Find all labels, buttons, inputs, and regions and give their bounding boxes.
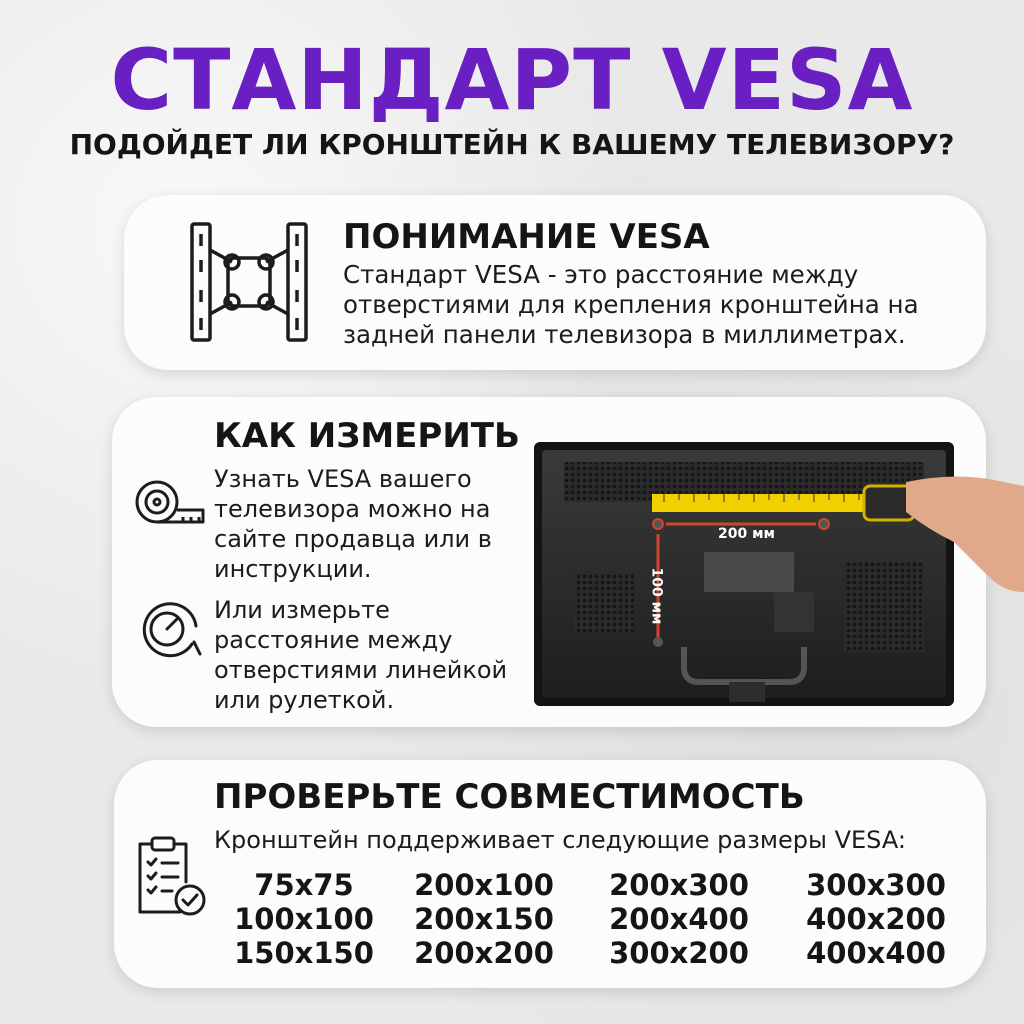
understanding-title: ПОНИМАНИЕ VESA (343, 217, 710, 257)
understanding-text: Стандарт VESA - это расстояние между отверстиями для крепления кронштейна на задней панели телевизора в миллиметрах. (343, 260, 919, 349)
size-item: 75x75 (254, 868, 354, 902)
page-subtitle: ПОДОЙДЕТ ЛИ КРОНШТЕЙН К ВАШЕМУ ТЕЛЕВИЗОРУ? (69, 128, 955, 161)
size-item: 400x400 (806, 936, 946, 970)
measure-step-1: Узнать VESA вашего телевизора можно на сайте продавца или в инструкции. (214, 465, 492, 583)
page-title: СТАНДАРТ VESA (110, 31, 914, 129)
tv-back-photo (534, 442, 1024, 712)
size-item: 200x300 (609, 868, 749, 902)
measure-title: КАК ИЗМЕРИТЬ (214, 416, 520, 456)
size-column-4 (786, 868, 966, 970)
wall-mount-bracket-icon (188, 220, 310, 344)
size-item: 300x300 (806, 868, 946, 902)
size-item: 150x150 (234, 936, 374, 970)
size-column-3 (589, 868, 769, 970)
tape-measure-icon (133, 477, 207, 527)
size-column-1 (214, 868, 394, 970)
checklist-icon (134, 834, 208, 918)
measure-step-2: Или измерьте расстояние между отверстиями линейкой или рулеткой. (214, 596, 508, 714)
size-column-2 (394, 868, 574, 970)
size-item: 200x150 (414, 902, 554, 936)
size-item: 100x100 (234, 902, 374, 936)
compat-text: Кронштейн поддерживает следующие размеры VESA: (214, 826, 906, 854)
size-item: 200x200 (414, 936, 554, 970)
size-item: 400x200 (806, 902, 946, 936)
photo-height-label: 100 мм (648, 567, 665, 625)
photo-width-label: 200 мм (718, 526, 775, 542)
size-item: 200x100 (414, 868, 554, 902)
gauge-icon (136, 598, 202, 660)
size-item: 300x200 (609, 936, 749, 970)
size-item: 200x400 (609, 902, 749, 936)
compat-title: ПРОВЕРЬТЕ СОВМЕСТИМОСТЬ (214, 777, 805, 817)
